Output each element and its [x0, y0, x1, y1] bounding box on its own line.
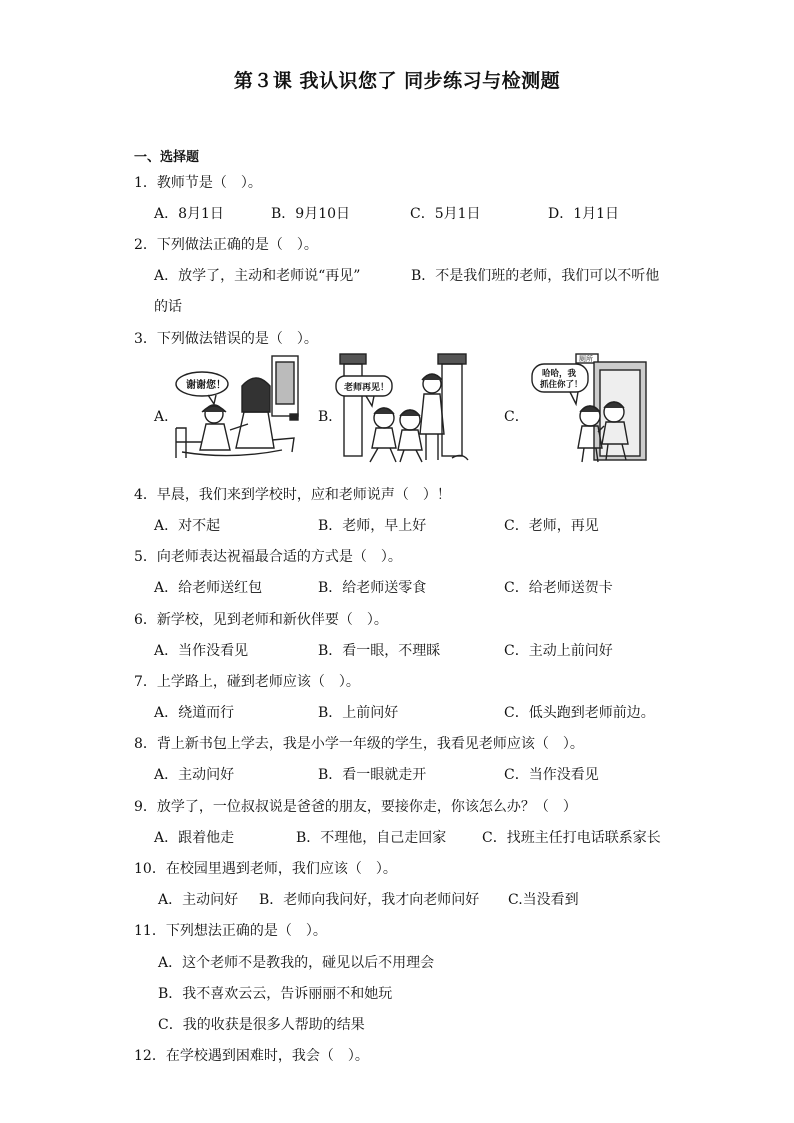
q6-option-a: A．当作没看见	[154, 643, 249, 659]
q5-option-c: C．给老师送贺卡	[504, 580, 613, 596]
q7-option-c: C．低头跑到老师前边。	[504, 705, 655, 721]
q1-option-c: C．5月1日	[410, 206, 481, 222]
q4-option-c: C．老师，再见	[504, 518, 599, 534]
q1-option-b: B．9月10日	[271, 206, 351, 222]
q2-option-b-continued: 的话	[154, 299, 182, 315]
question-6: 6．新学校，见到老师和新伙伴要（ ）。	[134, 612, 388, 628]
q9-option-c: C．找班主任打电话联系家长	[482, 830, 661, 846]
bubble-b-text: 老师再见！	[344, 383, 390, 393]
q11-option-b: B．我不喜欢云云，告诉丽丽不和她玩	[158, 986, 393, 1002]
q8-option-a: A．主动问好	[154, 767, 235, 783]
q11-option-c: C．我的收获是很多人帮助的结果	[158, 1017, 365, 1033]
bubble-a-text: 谢谢您！	[186, 380, 226, 391]
page-title: 第３课 我认识您了 同步练习与检测题	[233, 70, 561, 92]
q2-option-b: B．不是我们班的老师，我们可以不听他	[411, 268, 660, 284]
q3-picture-c	[530, 352, 648, 466]
q7-option-a: A．绕道而行	[154, 705, 235, 721]
q7-option-b: B．上前问好	[318, 705, 399, 721]
q3-picture-b	[334, 350, 470, 470]
q4-option-b: B．老师，早上好	[318, 518, 427, 534]
question-2: 2．下列做法正确的是（ ）。	[134, 237, 318, 253]
q3-option-c: C．	[504, 409, 529, 425]
q3-option-a: A．	[154, 409, 179, 425]
q5-option-a: A．给老师送红包	[154, 580, 263, 596]
q2-option-a: A．放学了，主动和老师说“再见”	[154, 268, 361, 284]
q10-option-c: C.当没看到	[508, 892, 579, 908]
section-heading: 一、选择题	[134, 150, 200, 165]
question-4: 4．早晨，我们来到学校时，应和老师说声（ ）！	[134, 487, 451, 503]
q1-option-a: A．8月1日	[154, 206, 224, 222]
q10-option-b: B．老师向我问好，我才向老师问好	[259, 892, 480, 908]
question-12: 12．在学校遇到困难时，我会（ ）。	[134, 1048, 369, 1064]
bubble-c-text-2: 抓住你了！	[540, 380, 583, 390]
q9-option-b: B．不理他，自己走回家	[296, 830, 447, 846]
question-1: 1．教师节是（ ）。	[134, 175, 262, 191]
q1-option-d: D．1月1日	[548, 206, 620, 222]
question-9: 9．放学了，一位叔叔说是爸爸的朋友，要接你走，你该怎么办？（ ）	[134, 799, 577, 815]
q11-option-a: A．这个老师不是教我的，碰见以后不用理会	[158, 955, 435, 971]
q8-option-c: C．当作没看见	[504, 767, 599, 783]
sign-c-text: 厕所	[579, 355, 593, 363]
q5-option-b: B．给老师送零食	[318, 580, 427, 596]
q9-option-a: A．跟着他走	[154, 830, 235, 846]
question-7: 7．上学路上，碰到老师应该（ ）。	[134, 674, 360, 690]
q8-option-b: B．看一眼就走开	[318, 767, 427, 783]
q6-option-c: C．主动上前问好	[504, 643, 613, 659]
bubble-c-text-1: 哈哈，我	[542, 369, 577, 379]
question-8: 8．背上新书包上学去，我是小学一年级的学生，我看见老师应该（ ）。	[134, 736, 584, 752]
q3-picture-a	[172, 352, 302, 464]
question-11: 11．下列想法正确的是（ ）。	[134, 923, 327, 939]
q10-option-a: A．主动问好	[158, 892, 239, 908]
question-5: 5．向老师表达祝福最合适的方式是（ ）。	[134, 549, 402, 565]
question-3: 3．下列做法错误的是（ ）。	[134, 331, 318, 347]
q3-option-b: B．	[318, 409, 343, 425]
question-10: 10．在校园里遇到老师，我们应该（ ）。	[134, 861, 397, 877]
q4-option-a: A．对不起	[154, 518, 221, 534]
q6-option-b: B．看一眼，不理睬	[318, 643, 441, 659]
